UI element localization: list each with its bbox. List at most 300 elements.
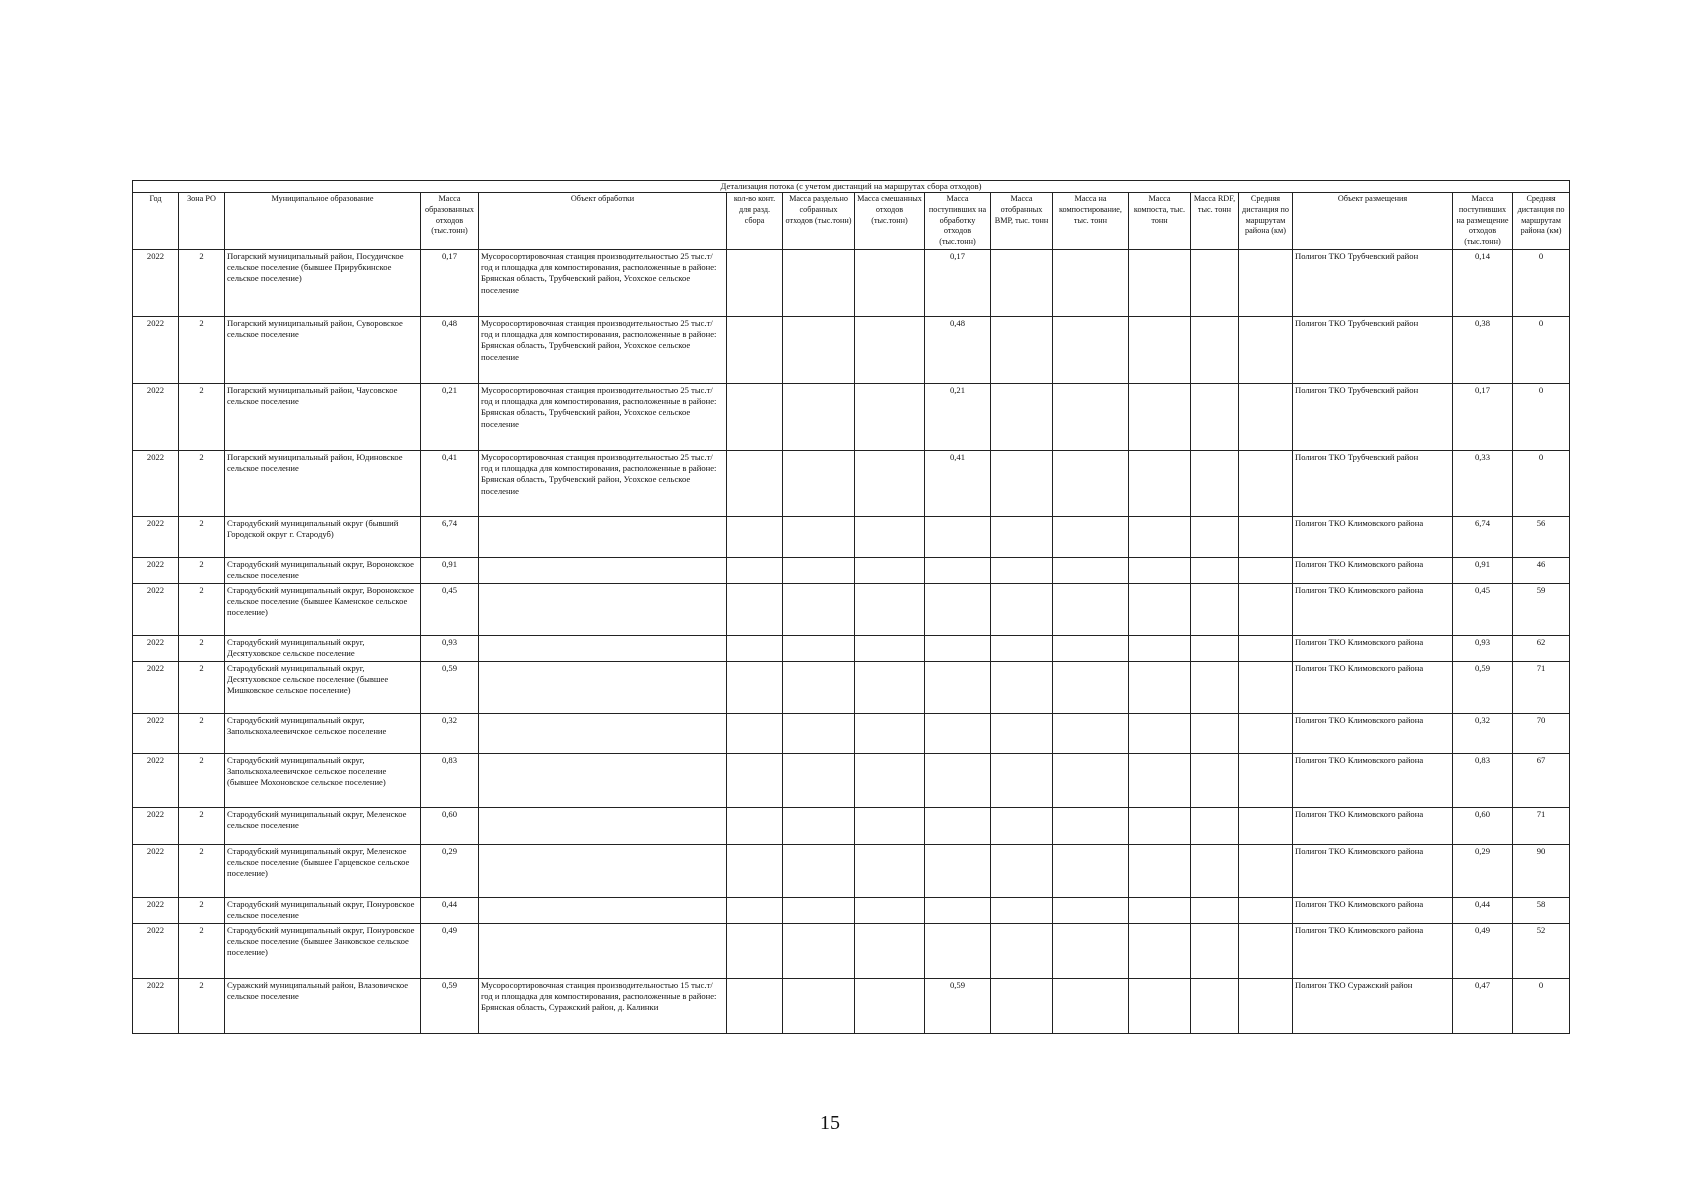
rdf-mass-cell (1191, 978, 1239, 1033)
column-header: Масса образованных отходов (тыс.тонн) (421, 193, 479, 249)
municipality-cell: Стародубский муниципальный округ, Десятуховское сельское поселение (бывшее Мишковское сельское поселение) (225, 661, 421, 713)
processing-object-cell (479, 583, 727, 635)
processed-mass-cell: 0,41 (925, 450, 991, 516)
table-row (133, 516, 1570, 557)
separate-mass-cell (783, 753, 855, 807)
table-row (133, 897, 1570, 923)
municipality-cell: Стародубский муниципальный округ, Воронокское сельское поселение (бывшее Каменское сельское поселение) (225, 583, 421, 635)
compost-mass-cell (1129, 661, 1191, 713)
vmr-mass-cell (991, 383, 1053, 450)
zone-cell: 2 (179, 557, 225, 583)
zone-cell: 2 (179, 583, 225, 635)
disposal-object-cell: Полигон ТКО Трубчевский район (1293, 450, 1453, 516)
zone-cell: 2 (179, 753, 225, 807)
disposed-mass-cell: 0,32 (1453, 713, 1513, 753)
vmr-mass-cell (991, 978, 1053, 1033)
mass-cell: 0,91 (421, 557, 479, 583)
processed-mass-cell (925, 807, 991, 844)
vmr-mass-cell (991, 713, 1053, 753)
containers-cell (727, 713, 783, 753)
mass-cell: 0,32 (421, 713, 479, 753)
disposed-mass-cell: 0,59 (1453, 661, 1513, 713)
disposal-distance-cell: 62 (1513, 635, 1570, 661)
containers-cell (727, 383, 783, 450)
distance-cell (1239, 383, 1293, 450)
distance-cell (1239, 316, 1293, 383)
column-header: Масса компоста, тыс. тонн (1129, 193, 1191, 249)
distance-cell (1239, 897, 1293, 923)
year-cell: 2022 (133, 635, 179, 661)
disposal-object-cell: Полигон ТКО Климовского района (1293, 897, 1453, 923)
municipality-cell: Стародубский муниципальный округ, Запольскохалеевичское сельское поселение (бывшее Мохоновское сельское поселение) (225, 753, 421, 807)
mixed-mass-cell (855, 923, 925, 978)
containers-cell (727, 557, 783, 583)
municipality-cell: Стародубский муниципальный округ, Меленское сельское поселение (225, 807, 421, 844)
municipality-cell: Стародубский муниципальный округ, Запольскохалеевичское сельское поселение (225, 713, 421, 753)
disposal-distance-cell: 71 (1513, 661, 1570, 713)
containers-cell (727, 807, 783, 844)
mass-cell: 0,44 (421, 897, 479, 923)
rdf-mass-cell (1191, 557, 1239, 583)
disposed-mass-cell: 0,44 (1453, 897, 1513, 923)
containers-cell (727, 897, 783, 923)
separate-mass-cell (783, 713, 855, 753)
disposal-distance-cell: 71 (1513, 807, 1570, 844)
data-table (132, 180, 1570, 1034)
disposed-mass-cell: 0,60 (1453, 807, 1513, 844)
distance-cell (1239, 844, 1293, 897)
zone-cell: 2 (179, 249, 225, 316)
disposed-mass-cell: 0,14 (1453, 249, 1513, 316)
disposal-distance-cell: 0 (1513, 383, 1570, 450)
disposal-object-cell: Полигон ТКО Климовского района (1293, 557, 1453, 583)
containers-cell (727, 844, 783, 897)
mixed-mass-cell (855, 249, 925, 316)
disposal-distance-cell: 58 (1513, 897, 1570, 923)
processed-mass-cell: 0,48 (925, 316, 991, 383)
disposed-mass-cell: 0,91 (1453, 557, 1513, 583)
processed-mass-cell (925, 753, 991, 807)
vmr-mass-cell (991, 661, 1053, 713)
disposal-object-cell: Полигон ТКО Трубчевский район (1293, 316, 1453, 383)
containers-cell (727, 583, 783, 635)
processing-object-cell: Мусоросортировочная станция производительностью 25 тыс.т/год и площадка для компостирования, расположенные в районе: Брянская область, Трубчевский район, Усохское сельское поселение (479, 249, 727, 316)
zone-cell: 2 (179, 661, 225, 713)
processing-object-cell (479, 807, 727, 844)
municipality-cell: Суражский муниципальный район, Влазовичское сельское поселение (225, 978, 421, 1033)
disposal-distance-cell: 0 (1513, 249, 1570, 316)
compost-mass-cell (1129, 807, 1191, 844)
compost-mass-cell (1129, 316, 1191, 383)
column-header: Год (133, 193, 179, 249)
zone-cell: 2 (179, 635, 225, 661)
compost-mass-cell (1129, 844, 1191, 897)
processed-mass-cell: 0,21 (925, 383, 991, 450)
disposal-distance-cell: 0 (1513, 316, 1570, 383)
compost-input-cell (1053, 516, 1129, 557)
vmr-mass-cell (991, 635, 1053, 661)
municipality-cell: Погарский муниципальный район, Посудичское сельское поселение (бывшее Прирубкинское сельское поселение) (225, 249, 421, 316)
year-cell: 2022 (133, 249, 179, 316)
vmr-mass-cell (991, 249, 1053, 316)
processing-object-cell (479, 661, 727, 713)
containers-cell (727, 249, 783, 316)
zone-cell: 2 (179, 844, 225, 897)
distance-cell (1239, 923, 1293, 978)
disposal-object-cell: Полигон ТКО Климовского района (1293, 516, 1453, 557)
compost-mass-cell (1129, 516, 1191, 557)
mixed-mass-cell (855, 635, 925, 661)
compost-input-cell (1053, 844, 1129, 897)
table-row (133, 249, 1570, 316)
processing-object-cell: Мусоросортировочная станция производительностью 25 тыс.т/год и площадка для компостирования, расположенные в районе: Брянская область, Трубчевский район, Усохское сельское поселение (479, 316, 727, 383)
compost-input-cell (1053, 923, 1129, 978)
compost-input-cell (1053, 557, 1129, 583)
mixed-mass-cell (855, 516, 925, 557)
table-row (133, 807, 1570, 844)
containers-cell (727, 635, 783, 661)
column-header: кол-во конт. для разд. сбора (727, 193, 783, 249)
disposal-object-cell: Полигон ТКО Климовского района (1293, 713, 1453, 753)
disposal-object-cell: Полигон ТКО Климовского района (1293, 635, 1453, 661)
vmr-mass-cell (991, 583, 1053, 635)
rdf-mass-cell (1191, 753, 1239, 807)
table-row (133, 557, 1570, 583)
distance-cell (1239, 807, 1293, 844)
mixed-mass-cell (855, 897, 925, 923)
separate-mass-cell (783, 249, 855, 316)
compost-mass-cell (1129, 978, 1191, 1033)
vmr-mass-cell (991, 557, 1053, 583)
rdf-mass-cell (1191, 249, 1239, 316)
column-header: Средняя дистанция по маршрутам района (км) (1513, 193, 1570, 249)
table-row (133, 661, 1570, 713)
distance-cell (1239, 753, 1293, 807)
separate-mass-cell (783, 923, 855, 978)
rdf-mass-cell (1191, 516, 1239, 557)
column-header: Масса раздельно собранных отходов (тыс.тонн) (783, 193, 855, 249)
containers-cell (727, 316, 783, 383)
separate-mass-cell (783, 316, 855, 383)
processed-mass-cell (925, 635, 991, 661)
column-header: Масса RDF, тыс. тонн (1191, 193, 1239, 249)
separate-mass-cell (783, 807, 855, 844)
containers-cell (727, 923, 783, 978)
compost-mass-cell (1129, 897, 1191, 923)
disposed-mass-cell: 0,29 (1453, 844, 1513, 897)
mixed-mass-cell (855, 316, 925, 383)
table-row (133, 583, 1570, 635)
containers-cell (727, 661, 783, 713)
rdf-mass-cell (1191, 583, 1239, 635)
processing-object-cell (479, 557, 727, 583)
disposal-distance-cell: 52 (1513, 923, 1570, 978)
compost-input-cell (1053, 316, 1129, 383)
page-number: 15 (820, 1112, 840, 1134)
distance-cell (1239, 978, 1293, 1033)
disposed-mass-cell: 0,49 (1453, 923, 1513, 978)
processing-object-cell (479, 897, 727, 923)
rdf-mass-cell (1191, 897, 1239, 923)
rdf-mass-cell (1191, 316, 1239, 383)
mass-cell: 0,60 (421, 807, 479, 844)
compost-mass-cell (1129, 753, 1191, 807)
compost-mass-cell (1129, 383, 1191, 450)
mixed-mass-cell (855, 978, 925, 1033)
rdf-mass-cell (1191, 635, 1239, 661)
separate-mass-cell (783, 897, 855, 923)
processing-object-cell (479, 753, 727, 807)
disposal-object-cell: Полигон ТКО Суражский район (1293, 978, 1453, 1033)
processed-mass-cell: 0,17 (925, 249, 991, 316)
disposal-distance-cell: 70 (1513, 713, 1570, 753)
separate-mass-cell (783, 978, 855, 1033)
municipality-cell: Стародубский муниципальный округ, Понуровское сельское поселение (225, 897, 421, 923)
disposal-object-cell: Полигон ТКО Климовского района (1293, 753, 1453, 807)
processing-object-cell (479, 923, 727, 978)
processing-object-cell (479, 713, 727, 753)
separate-mass-cell (783, 661, 855, 713)
municipality-cell: Стародубский муниципальный округ, Меленское сельское поселение (бывшее Гарцевское сельское поселение) (225, 844, 421, 897)
vmr-mass-cell (991, 516, 1053, 557)
compost-input-cell (1053, 978, 1129, 1033)
column-header: Масса поступивших на размещение отходов (тыс.тонн) (1453, 193, 1513, 249)
disposed-mass-cell: 6,74 (1453, 516, 1513, 557)
year-cell: 2022 (133, 450, 179, 516)
compost-mass-cell (1129, 635, 1191, 661)
compost-mass-cell (1129, 249, 1191, 316)
column-header: Муниципальное образование (225, 193, 421, 249)
compost-mass-cell (1129, 923, 1191, 978)
compost-mass-cell (1129, 713, 1191, 753)
compost-input-cell (1053, 635, 1129, 661)
year-cell: 2022 (133, 713, 179, 753)
vmr-mass-cell (991, 807, 1053, 844)
compost-input-cell (1053, 753, 1129, 807)
table-row (133, 383, 1570, 450)
separate-mass-cell (783, 844, 855, 897)
separate-mass-cell (783, 635, 855, 661)
mass-cell: 0,21 (421, 383, 479, 450)
disposed-mass-cell: 0,47 (1453, 978, 1513, 1033)
mixed-mass-cell (855, 450, 925, 516)
containers-cell (727, 516, 783, 557)
municipality-cell: Стародубский муниципальный округ, Воронокское сельское поселение (225, 557, 421, 583)
year-cell: 2022 (133, 807, 179, 844)
processed-mass-cell (925, 661, 991, 713)
table-row (133, 753, 1570, 807)
zone-cell: 2 (179, 923, 225, 978)
vmr-mass-cell (991, 753, 1053, 807)
table-row (133, 923, 1570, 978)
year-cell: 2022 (133, 978, 179, 1033)
column-header: Объект обработки (479, 193, 727, 249)
vmr-mass-cell (991, 450, 1053, 516)
distance-cell (1239, 249, 1293, 316)
mixed-mass-cell (855, 844, 925, 897)
mixed-mass-cell (855, 713, 925, 753)
zone-cell: 2 (179, 516, 225, 557)
containers-cell (727, 753, 783, 807)
rdf-mass-cell (1191, 844, 1239, 897)
separate-mass-cell (783, 516, 855, 557)
processing-object-cell (479, 635, 727, 661)
table-row (133, 635, 1570, 661)
zone-cell: 2 (179, 316, 225, 383)
disposal-object-cell: Полигон ТКО Трубчевский район (1293, 249, 1453, 316)
distance-cell (1239, 635, 1293, 661)
disposal-distance-cell: 0 (1513, 450, 1570, 516)
compost-mass-cell (1129, 557, 1191, 583)
mass-cell: 0,17 (421, 249, 479, 316)
distance-cell (1239, 557, 1293, 583)
column-header: Масса отобранных ВМР, тыс. тонн (991, 193, 1053, 249)
column-header: Масса поступивших на обработку отходов (тыс.тонн) (925, 193, 991, 249)
disposed-mass-cell: 0,45 (1453, 583, 1513, 635)
disposed-mass-cell: 0,33 (1453, 450, 1513, 516)
disposal-distance-cell: 90 (1513, 844, 1570, 897)
disposal-object-cell: Полигон ТКО Трубчевский район (1293, 383, 1453, 450)
rdf-mass-cell (1191, 923, 1239, 978)
mass-cell: 0,29 (421, 844, 479, 897)
year-cell: 2022 (133, 753, 179, 807)
disposal-distance-cell: 67 (1513, 753, 1570, 807)
mass-cell: 0,45 (421, 583, 479, 635)
mass-cell: 6,74 (421, 516, 479, 557)
municipality-cell: Погарский муниципальный район, Чаусовское сельское поселение (225, 383, 421, 450)
processing-object-cell: Мусоросортировочная станция производительностью 25 тыс.т/год и площадка для компостирования, расположенные в районе: Брянская область, Трубчевский район, Усохское сельское поселение (479, 383, 727, 450)
separate-mass-cell (783, 450, 855, 516)
disposal-object-cell: Полигон ТКО Климовского района (1293, 661, 1453, 713)
municipality-cell: Стародубский муниципальный округ, Понуровское сельское поселение (бывшее Занковское сельское поселение) (225, 923, 421, 978)
distance-cell (1239, 583, 1293, 635)
zone-cell: 2 (179, 450, 225, 516)
processed-mass-cell (925, 923, 991, 978)
year-cell: 2022 (133, 897, 179, 923)
processed-mass-cell (925, 557, 991, 583)
rdf-mass-cell (1191, 383, 1239, 450)
processed-mass-cell (925, 516, 991, 557)
compost-input-cell (1053, 897, 1129, 923)
rdf-mass-cell (1191, 807, 1239, 844)
compost-mass-cell (1129, 450, 1191, 516)
column-header: Объект размещения (1293, 193, 1453, 249)
year-cell: 2022 (133, 316, 179, 383)
zone-cell: 2 (179, 383, 225, 450)
table-row (133, 450, 1570, 516)
rdf-mass-cell (1191, 450, 1239, 516)
table-body (133, 249, 1570, 1033)
disposal-distance-cell: 46 (1513, 557, 1570, 583)
compost-mass-cell (1129, 583, 1191, 635)
table-row (133, 978, 1570, 1033)
processing-object-cell: Мусоросортировочная станция производительностью 15 тыс.т/год и площадка для компостирования, расположенные в районе: Брянская область, Суражский район, д. Калинки (479, 978, 727, 1033)
processed-mass-cell (925, 583, 991, 635)
zone-cell: 2 (179, 807, 225, 844)
separate-mass-cell (783, 583, 855, 635)
table-row (133, 316, 1570, 383)
disposed-mass-cell: 0,93 (1453, 635, 1513, 661)
vmr-mass-cell (991, 844, 1053, 897)
compost-input-cell (1053, 713, 1129, 753)
mixed-mass-cell (855, 753, 925, 807)
processed-mass-cell (925, 713, 991, 753)
mixed-mass-cell (855, 383, 925, 450)
compost-input-cell (1053, 807, 1129, 844)
year-cell: 2022 (133, 583, 179, 635)
disposed-mass-cell: 0,38 (1453, 316, 1513, 383)
municipality-cell: Стародубский муниципальный округ, Десятуховское сельское поселение (225, 635, 421, 661)
zone-cell: 2 (179, 713, 225, 753)
mixed-mass-cell (855, 661, 925, 713)
rdf-mass-cell (1191, 713, 1239, 753)
disposed-mass-cell: 0,83 (1453, 753, 1513, 807)
year-cell: 2022 (133, 661, 179, 713)
compost-input-cell (1053, 661, 1129, 713)
processed-mass-cell (925, 897, 991, 923)
column-header: Масса смешанных отходов (тыс.тонн) (855, 193, 925, 249)
year-cell: 2022 (133, 516, 179, 557)
zone-cell: 2 (179, 897, 225, 923)
disposed-mass-cell: 0,17 (1453, 383, 1513, 450)
processed-mass-cell: 0,59 (925, 978, 991, 1033)
disposal-object-cell: Полигон ТКО Климовского района (1293, 807, 1453, 844)
separate-mass-cell (783, 557, 855, 583)
municipality-cell: Погарский муниципальный район, Суворовское сельское поселение (225, 316, 421, 383)
disposal-distance-cell: 59 (1513, 583, 1570, 635)
disposal-object-cell: Полигон ТКО Климовского района (1293, 583, 1453, 635)
municipality-cell: Стародубский муниципальный округ (бывший Городской округ г. Стародуб) (225, 516, 421, 557)
zone-cell: 2 (179, 978, 225, 1033)
distance-cell (1239, 661, 1293, 713)
mass-cell: 0,48 (421, 316, 479, 383)
table-row (133, 844, 1570, 897)
compost-input-cell (1053, 383, 1129, 450)
distance-cell (1239, 516, 1293, 557)
disposal-distance-cell: 56 (1513, 516, 1570, 557)
year-cell: 2022 (133, 383, 179, 450)
mixed-mass-cell (855, 807, 925, 844)
year-cell: 2022 (133, 844, 179, 897)
disposal-object-cell: Полигон ТКО Климовского района (1293, 923, 1453, 978)
distance-cell (1239, 713, 1293, 753)
containers-cell (727, 978, 783, 1033)
column-header: Зона РО (179, 193, 225, 249)
rdf-mass-cell (1191, 661, 1239, 713)
processing-object-cell (479, 516, 727, 557)
distance-cell (1239, 450, 1293, 516)
disposal-distance-cell: 0 (1513, 978, 1570, 1033)
column-header: Масса на компостирование, тыс. тонн (1053, 193, 1129, 249)
mass-cell: 0,49 (421, 923, 479, 978)
mass-cell: 0,83 (421, 753, 479, 807)
mass-cell: 0,59 (421, 978, 479, 1033)
compost-input-cell (1053, 249, 1129, 316)
mass-cell: 0,93 (421, 635, 479, 661)
mixed-mass-cell (855, 557, 925, 583)
disposal-object-cell: Полигон ТКО Климовского района (1293, 844, 1453, 897)
vmr-mass-cell (991, 316, 1053, 383)
containers-cell (727, 450, 783, 516)
processed-mass-cell (925, 844, 991, 897)
header-row (133, 193, 1570, 249)
mass-cell: 0,59 (421, 661, 479, 713)
processing-object-cell (479, 844, 727, 897)
processing-object-cell: Мусоросортировочная станция производительностью 25 тыс.т/год и площадка для компостирования, расположенные в районе: Брянская область, Трубчевский район, Усохское сельское поселение (479, 450, 727, 516)
municipality-cell: Погарский муниципальный район, Юдиновское сельское поселение (225, 450, 421, 516)
vmr-mass-cell (991, 923, 1053, 978)
table-row (133, 713, 1570, 753)
